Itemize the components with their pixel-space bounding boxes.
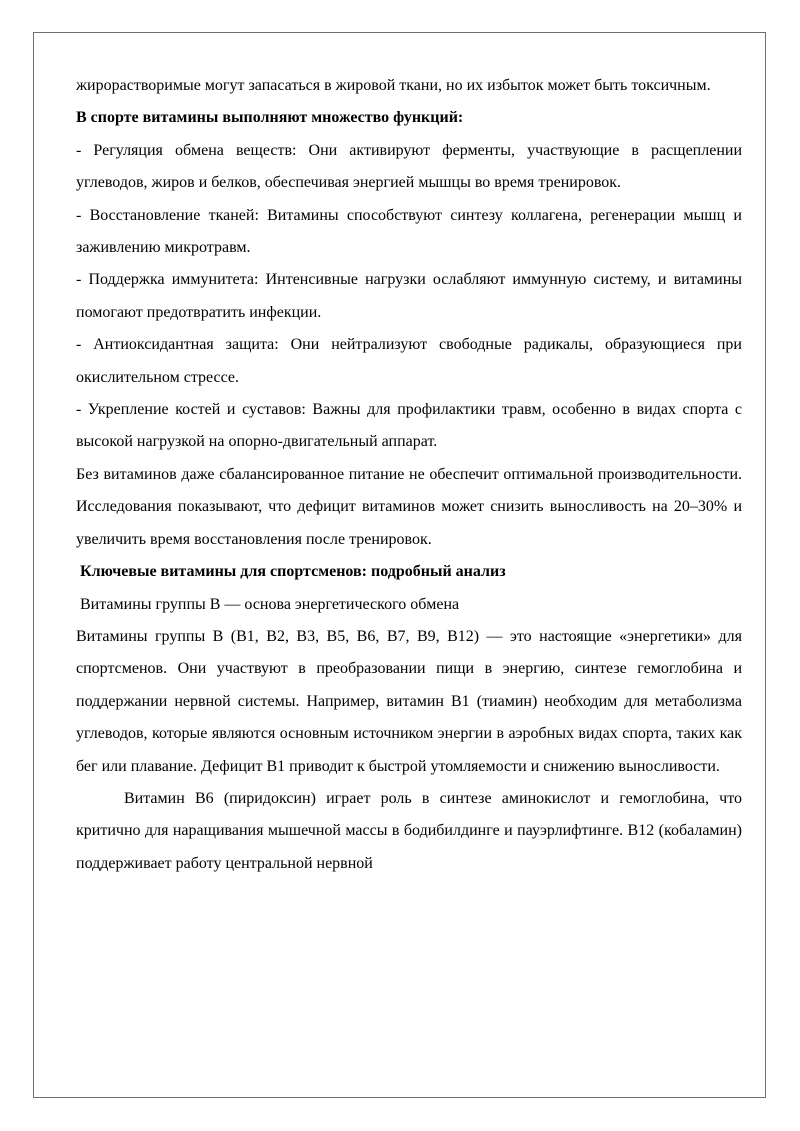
document-body <box>76 70 742 880</box>
paragraph-fat-soluble-storage: жирорастворимые могут запасаться в жировой ткани, но их избыток может быть токсичным. <box>76 77 711 94</box>
paragraph-b-vitamins: Витамины группы B (B1, B2, B3, B5, B6, B7, B9, B12) — это настоящие «энергетики» для спортсменов. Они участвуют в преобразовании пищи в энергию, синтезе гемоглобина и поддержании нервной системы. Например, витамин B1 (тиамин) необходим для метаболизма углеводов, которые являются основным источником энергии в аэробных видах спорта, таких как бег или плавание. Дефицит B1 приводит к быстрой утомляемости и снижению выносливости. <box>76 627 742 775</box>
list-item-immunity: - Поддержка иммунитета: Интенсивные нагрузки ослабляют иммунную систему, и витамины помогают предотвратить инфекции. <box>76 271 742 321</box>
subheading-b-vitamins: Витамины группы B — основа энергетического обмена <box>80 595 460 613</box>
list-item-antioxidant: - Антиоксидантная защита: Они нейтрализуют свободные радикалы, образующиеся при окислительном стрессе. <box>76 336 742 386</box>
list-item-tissue-recovery: - Восстановление тканей: Витамины способствуют синтезу коллагена, регенерации мышц и заживлению микротравм. <box>76 206 742 257</box>
paragraph-b6-b12: Витамин B6 (пиридоксин) играет роль в синтезе аминокислот и гемоглобина, что критично для наращивания мышечной массы в бодибилдинге и пауэрлифтинге. B12 (кобаламин) поддерживает работу центральной нервной <box>76 789 742 872</box>
paragraph-deficit-effects: Без витаминов даже сбалансированное питание не обеспечит оптимальной производительности. Исследования показывают, что дефицит витаминов может снизить выносливость на 20–30% и увеличить время восстановления после тренировок. <box>76 465 742 548</box>
list-item-bones-joints: - Укрепление костей и суставов: Важны для профилактики травм, особенно в видах спорта с высокой нагрузкой на опорно-двигательный аппарат. <box>76 401 742 451</box>
list-item-metabolism: - Регуляция обмена веществ: Они активируют ферменты, участвующие в расщеплении углеводов, жиров и белков, обеспечивая энергией мышцы во время тренировок. <box>76 141 742 192</box>
heading-key-vitamins: Ключевые витамины для спортсменов: подробный анализ <box>80 563 506 581</box>
heading-sport-functions: В спорте витамины выполняют множество функций: <box>76 109 464 127</box>
